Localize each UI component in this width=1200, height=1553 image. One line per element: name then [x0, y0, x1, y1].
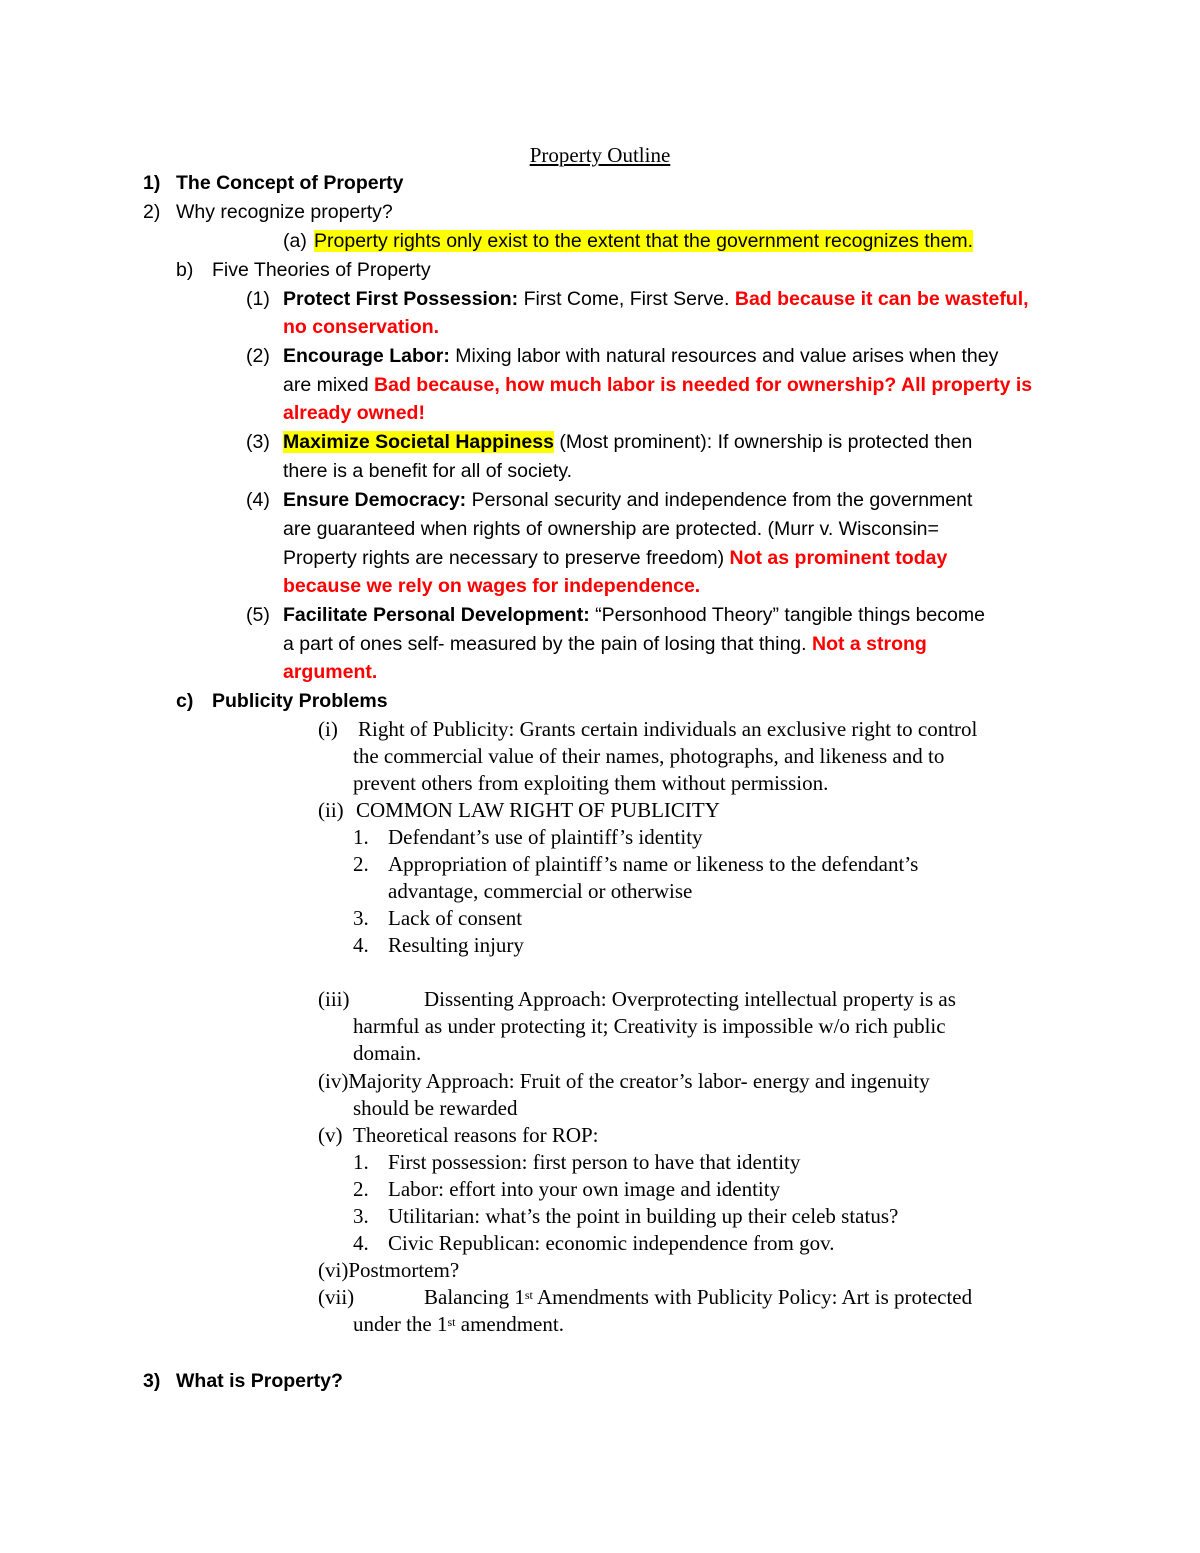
- theory-5-body-cont: a part of ones self- measured by the pain of losing that thing.: [283, 633, 812, 655]
- theory-4-body: Personal security and independence from the government: [466, 489, 973, 511]
- pub-iii-line-3: domain.: [353, 1041, 422, 1065]
- theory-4-line-3: [283, 544, 947, 572]
- list-item-number: 3.: [353, 906, 369, 930]
- pub-i-line-3: prevent others from exploiting them without permission.: [353, 771, 829, 795]
- theory-5-line-2: [283, 630, 927, 658]
- list-item-number: 4.: [353, 933, 369, 957]
- theory-2-critique: Bad because, how much labor is needed for ownership? All property is: [374, 374, 1033, 396]
- theory-4-label: Ensure Democracy: [283, 489, 460, 511]
- list-item-number: 1.: [353, 1150, 369, 1174]
- list-item-cont: advantage, commercial or otherwise: [388, 879, 693, 903]
- list-item: Utilitarian: what’s the point in building up their celeb status?: [388, 1204, 899, 1228]
- section-3-heading: What is Property?: [176, 1370, 343, 1392]
- theory-5-line-3: argument.: [283, 661, 378, 683]
- pub-vii-number: (vii): [318, 1285, 355, 1309]
- theory-5-body: “Personhood Theory” tangible things become: [589, 604, 985, 626]
- pub-vi-line: [318, 1257, 459, 1284]
- list-item-number: 2.: [353, 1177, 369, 1201]
- pub-iv-line-1: [318, 1068, 930, 1095]
- theory-2-line-3: already owned!: [283, 402, 425, 424]
- theory-2-body: Mixing labor with natural resources and value arises when they: [449, 345, 999, 367]
- theory-1-label: Protect First Possession: [283, 288, 512, 310]
- superscript: st: [447, 1315, 456, 1329]
- highlight: Property rights only exist to the extent that the government recognizes them.: [314, 230, 974, 252]
- theory-2-line-2: [283, 371, 1032, 399]
- text: amendment.: [455, 1312, 564, 1336]
- list-item-number: 4.: [353, 1231, 369, 1255]
- list-item: Appropriation of plaintiff’s name or likeness to the defendant’s: [388, 852, 919, 876]
- theory-3-body: (Most prominent): If ownership is protected then: [553, 431, 973, 453]
- colon: :: [443, 345, 450, 367]
- pub-iii-line-1: Dissenting Approach: Overprotecting intellectual property is as: [424, 987, 956, 1011]
- theory-3-label: Maximize Societal Happiness: [283, 431, 554, 453]
- theory-1-body: First Come, First Serve.: [518, 288, 735, 310]
- pub-iii-number: (iii): [318, 987, 350, 1011]
- list-item-number: 3.: [353, 1204, 369, 1228]
- item-2b-heading: Five Theories of Property: [212, 259, 431, 281]
- item-2c-heading: Publicity Problems: [212, 690, 388, 712]
- pub-i-line-2: the commercial value of their names, photographs, and likeness and to: [353, 744, 945, 768]
- pub-iii-line-2: harmful as under protecting it; Creativity is impossible w/o rich public: [353, 1014, 946, 1038]
- theory-4-line-4: because we rely on wages for independence.: [283, 575, 701, 597]
- list-item: First possession: first person to have that identity: [388, 1150, 801, 1174]
- section-1-heading: The Concept of Property: [176, 172, 404, 194]
- theory-1-line-1: [283, 285, 1029, 313]
- text: under the 1: [353, 1312, 448, 1336]
- pub-vi-text: Postmortem?: [348, 1258, 460, 1282]
- item-2b-number: b): [176, 259, 194, 281]
- item-2a-number: (a): [283, 230, 307, 252]
- section-3-number: 3): [143, 1370, 161, 1392]
- list-item: Resulting injury: [388, 933, 524, 957]
- pub-ii-heading: COMMON LAW RIGHT OF PUBLICITY: [356, 798, 720, 822]
- pub-iv-line-2: should be rewarded: [353, 1096, 518, 1120]
- pub-ii-number: (ii): [318, 798, 344, 822]
- pub-iv-number: (iv): [318, 1069, 349, 1093]
- theory-3-number: (3): [246, 431, 270, 453]
- theory-3-line-1: [283, 428, 972, 456]
- list-item: Labor: effort into your own image and identity: [388, 1177, 781, 1201]
- theory-4-line-1: [283, 486, 972, 514]
- theory-5-critique: Not a strong: [812, 633, 927, 655]
- colon: :: [583, 604, 590, 626]
- list-item-number: 2.: [353, 852, 369, 876]
- section-2-heading: Why recognize property?: [176, 201, 393, 223]
- theory-5-number: (5): [246, 604, 270, 626]
- pub-vii-line-1: [424, 1284, 972, 1311]
- theory-3-line-2: there is a benefit for all of society.: [283, 460, 573, 482]
- list-item: Defendant’s use of plaintiff’s identity: [388, 825, 703, 849]
- item-2a-text: [314, 227, 973, 255]
- colon: :: [511, 288, 519, 310]
- theory-1-number: (1): [246, 288, 270, 310]
- theory-1-line-2: no conservation.: [283, 316, 440, 338]
- page-title: Property Outline: [529, 143, 671, 167]
- theory-2-number: (2): [246, 345, 270, 367]
- list-item: Lack of consent: [388, 906, 523, 930]
- theory-4-line-2: are guaranteed when rights of ownership are protected. (Murr v. Wisconsin=: [283, 518, 939, 540]
- text: Balancing 1: [424, 1285, 525, 1309]
- theory-5-line-1: [283, 601, 985, 629]
- text: Amendments with Publicity Policy: Art is protected: [532, 1285, 973, 1309]
- superscript: st: [524, 1288, 533, 1302]
- section-2-number: 2): [143, 201, 161, 223]
- theory-2-body-cont: are mixed: [283, 374, 375, 396]
- theory-4-number: (4): [246, 489, 270, 511]
- theory-4-critique: Not as prominent today: [729, 547, 948, 569]
- pub-vii-line-2: [353, 1311, 564, 1338]
- pub-v-number: (v): [318, 1123, 343, 1147]
- theory-5-label: Facilitate Personal Development: [283, 604, 584, 626]
- pub-i-number: (i): [318, 717, 338, 741]
- theory-1-critique: Bad because it can be wasteful,: [734, 288, 1029, 310]
- list-item-number: 1.: [353, 825, 369, 849]
- theory-4-body-cont: Property rights are necessary to preserve freedom): [283, 547, 730, 569]
- theory-2-line-1: [283, 342, 998, 370]
- pub-iv-text: Majority Approach: Fruit of the creator’s labor- energy and ingenuity: [348, 1069, 930, 1093]
- pub-i-line-1: Right of Publicity: Grants certain individuals an exclusive right to control: [358, 717, 978, 741]
- pub-v-heading: Theoretical reasons for ROP:: [353, 1123, 599, 1147]
- item-2c-number: c): [176, 690, 194, 712]
- list-item: Civic Republican: economic independence from gov.: [388, 1231, 835, 1255]
- theory-2-label: Encourage Labor: [283, 345, 444, 367]
- pub-vi-number: (vi): [318, 1258, 349, 1282]
- section-1-number: 1): [143, 172, 161, 194]
- colon: :: [459, 489, 467, 511]
